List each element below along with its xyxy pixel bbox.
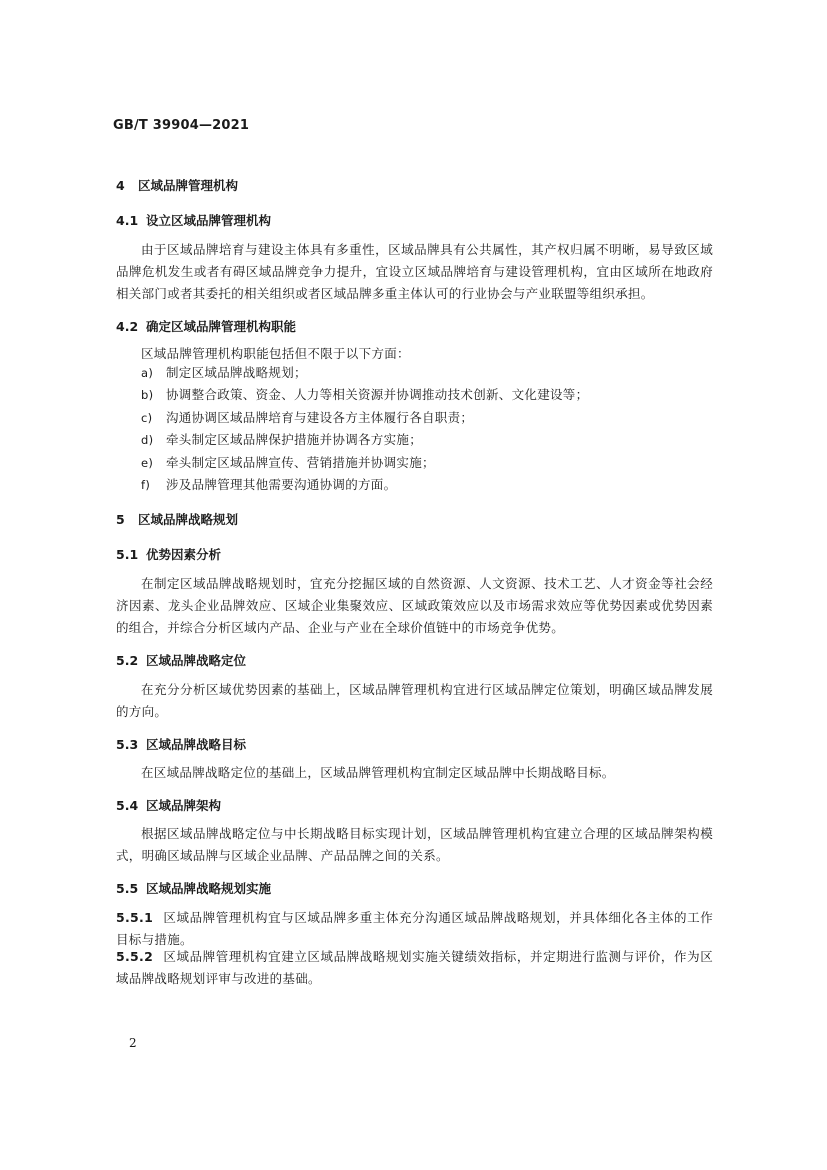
- page-number: 2: [129, 1036, 137, 1050]
- section-4-2-intro: 区域品牌管理机构职能包括但不限于以下方面：: [141, 346, 410, 361]
- section-4-1-heading: [116, 211, 271, 229]
- section-5-2-paragraph: 在充分分析区域优势因素的基础上，区域品牌管理机构宜进行区域品牌定位策划，明确区域品牌发展的方向。: [116, 682, 713, 719]
- clause-number: 5.5.1: [116, 910, 154, 925]
- section-5-3-paragraph: 在区域品牌战略定位的基础上，区域品牌管理机构宜制定区域品牌中长期战略目标。: [141, 765, 615, 780]
- list-item: [141, 474, 588, 496]
- section-title: 设立区域品牌管理机构: [146, 213, 272, 228]
- section-4-1-paragraph: 由于区域品牌培育与建设主体具有多重性，区域品牌具有公共属性，其产权归属不明晰，易导致区域品牌危机发生或者有碍区域品牌竞争力提升，宜设立区域品牌培育与建设管理机构，宜由区域所在地政府相关部门或者其委托的相关组织或者区域品牌多重主体认可的行业协会与产业联盟等组织承担。: [116, 242, 713, 301]
- section-5-1-paragraph: 在制定区域品牌战略规划时，宜充分挖掘区域的自然资源、人文资源、技术工艺、人才资金等社会经济因素、龙头企业品牌效应、区域企业集聚效应、区域政策效应以及市场需求效应等优势因素或优势因素的组合，并综合分析区域内产品、企业与产业在全球价值链中的市场竞争优势。: [116, 576, 713, 635]
- clause-number: 5.5.2: [116, 949, 154, 964]
- section-5-5-1-paragraph: [116, 907, 713, 951]
- section-number: 4: [116, 178, 125, 193]
- section-number: 5.2: [116, 653, 139, 668]
- list-item-text: 沟通协调区域品牌培育与建设各方主体履行各自职责；: [166, 409, 474, 425]
- section-title: 区域品牌战略定位: [146, 653, 247, 668]
- section-title: 区域品牌战略目标: [146, 737, 247, 752]
- list-item-text: 协调整合政策、资金、人力等相关资源并协调推动技术创新、文化建设等；: [166, 387, 589, 403]
- section-5-5-heading: [116, 879, 271, 897]
- list-marker: e): [141, 455, 154, 470]
- section-5-2-heading: [116, 651, 246, 669]
- clause-text: 区域品牌管理机构宜建立区域品牌战略规划实施关键绩效指标，并定期进行监测与评价，作为区域品牌战略规划评审与改进的基础。: [116, 949, 713, 986]
- list-item-text: 制定区域品牌战略规划；: [166, 365, 307, 380]
- list-marker: b): [141, 388, 154, 403]
- section-title: 区域品牌战略规划: [138, 512, 239, 527]
- section-4-heading: [116, 176, 238, 194]
- section-number: 5.3: [116, 737, 139, 752]
- list-item: [141, 384, 588, 406]
- list-item: [141, 407, 588, 429]
- list-marker: d): [141, 433, 154, 448]
- section-number: 4.1: [116, 213, 139, 228]
- section-title: 优势因素分析: [146, 547, 222, 562]
- section-title: 区域品牌架构: [146, 798, 222, 813]
- list-item-text: 牵头制定区域品牌保护措施并协调各方实施；: [166, 432, 423, 448]
- section-4-2-heading: [116, 317, 296, 335]
- list-item: [141, 452, 588, 474]
- section-title: 区域品牌战略规划实施: [146, 881, 272, 896]
- section-5-1-heading: [116, 545, 221, 563]
- section-5-4-paragraph: 根据区域品牌战略定位与中长期战略目标实现计划，区域品牌管理机构宜建立合理的区域品牌架构模式，明确区域品牌与区域企业品牌、产品品牌之间的关系。: [116, 826, 713, 863]
- section-number: 5: [116, 512, 125, 527]
- list-item: [141, 429, 588, 451]
- section-number: 5.1: [116, 547, 139, 562]
- section-5-heading: [116, 510, 238, 528]
- section-number: 5.5: [116, 881, 139, 896]
- list-item-text: 牵头制定区域品牌宣传、营销措施并协调实施；: [166, 454, 435, 470]
- list-marker: f): [141, 477, 151, 492]
- section-title: 区域品牌管理机构: [138, 178, 239, 193]
- functions-list: [141, 362, 588, 496]
- section-number: 4.2: [116, 319, 139, 334]
- section-5-3-heading: [116, 735, 246, 753]
- list-marker: c): [141, 410, 153, 425]
- list-marker: a): [141, 366, 154, 380]
- section-number: 5.4: [116, 798, 139, 813]
- section-title: 确定区域品牌管理机构职能: [146, 319, 297, 334]
- list-item-text: 涉及品牌管理其他需要沟通协调的方面。: [166, 476, 397, 492]
- document-code: GB/T 39904—2021: [113, 118, 250, 133]
- section-5-5-2-paragraph: [116, 946, 713, 990]
- clause-text: 区域品牌管理机构宜与区域品牌多重主体充分沟通区域品牌战略规划，并具体细化各主体的工作目标与措施。: [116, 910, 713, 947]
- section-5-4-heading: [116, 796, 221, 814]
- list-item: [141, 362, 588, 384]
